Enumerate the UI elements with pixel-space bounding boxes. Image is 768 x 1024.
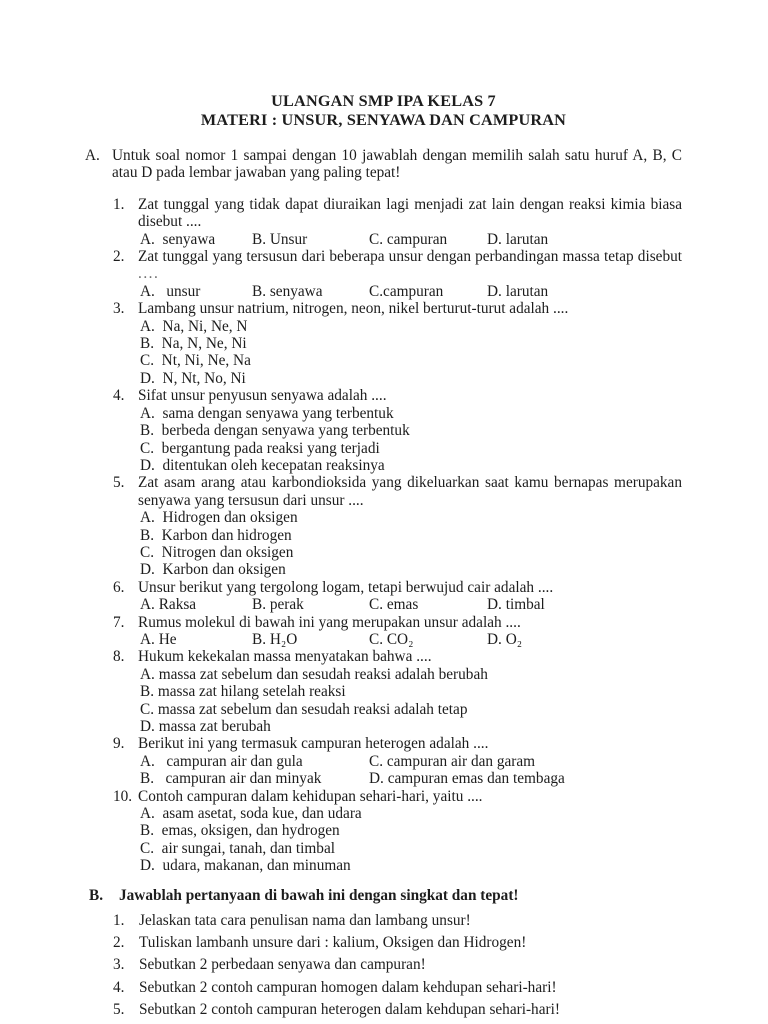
option: C.campuran [369, 282, 444, 300]
option: C. campuran air dan garam [369, 752, 536, 770]
question-item [85, 300, 682, 387]
option: B. senyawa [252, 282, 323, 300]
page-subtitle: MATERI : UNSUR, SENYAWA DAN CAMPURAN [200, 111, 567, 129]
option: A. sama dengan senyawa yang terbentuk [140, 404, 394, 422]
essay-number: 4. [113, 978, 125, 996]
question-body [138, 614, 682, 649]
question-item [85, 614, 682, 649]
option: B. Unsur [252, 230, 308, 248]
section-a-instruction-text: Untuk soal nomor 1 sampai dengan 10 jawablah dengan memilih salah satu huruf A, B, C atau D pada lembar jawaban yang paling tepat! [112, 147, 682, 182]
question-text: Sifat unsur penyusun senyawa adalah .... [138, 387, 387, 405]
question-item [85, 196, 682, 248]
question-number: 8. [113, 648, 125, 666]
question-number: 6. [113, 578, 125, 596]
question-number: 2. [113, 248, 125, 266]
option: B. H₂O [252, 630, 298, 648]
section-b-heading [89, 887, 682, 905]
option: A. unsur [140, 282, 201, 300]
option: D. timbal [487, 596, 545, 614]
question-text: Lambang unsur natrium, nitrogen, neon, nikel berturut-turut adalah .... [138, 300, 569, 318]
option: A. senyawa [140, 230, 216, 248]
option: A. Raksa [140, 596, 197, 614]
question-number: 1. [113, 195, 125, 213]
question-list [85, 196, 682, 875]
question-body [138, 248, 682, 300]
essay-text: Jelaskan tata cara penulisan nama dan lambang unsur! [139, 911, 471, 929]
option: B. Karbon dan hidrogen [140, 526, 292, 544]
essay-text: Sebutkan 2 perbedaan senyawa dan campuran! [139, 956, 426, 974]
option: A. campuran air dan gula [140, 752, 303, 770]
option: C. Nt, Ni, Ne, Na [140, 352, 251, 370]
essay-number: 2. [113, 933, 125, 951]
question-body [138, 788, 682, 875]
question-text: Rumus molekul di bawah ini yang merupakan unsur adalah .... [138, 613, 521, 631]
options-grid [138, 753, 682, 788]
option: C. bergantung pada reaksi yang terjadi [140, 439, 380, 457]
question-body [138, 735, 682, 787]
options-row [138, 231, 682, 248]
essay-number: 1. [113, 911, 125, 929]
essay-text: Sebutkan 2 contoh campuran homogen dalam kehdupan sehari-hari! [139, 978, 557, 996]
question-item [85, 248, 682, 300]
essay-item [85, 999, 682, 1021]
question-text: Berikut ini yang termasuk campuran heterogen adalah .... [138, 735, 489, 753]
option: A. Hidrogen dan oksigen [140, 509, 298, 527]
question-item [85, 788, 682, 875]
question-body [138, 648, 682, 735]
options-row [138, 631, 682, 648]
section-a-instruction [85, 147, 682, 182]
option: C. Nitrogen dan oksigen [140, 543, 294, 561]
option: B. Na, N, Ne, Ni [140, 335, 247, 353]
essay-item [85, 932, 682, 954]
question-text: Unsur berikut yang tergolong logam, tetapi berwujud cair adalah .... [138, 578, 554, 596]
essay-item [85, 954, 682, 976]
essay-text: Sebutkan 2 contoh campuran heterogen dalam kehdupan sehari-hari! [139, 1000, 560, 1018]
option: C. CO₂ [369, 630, 414, 648]
question-text: Hukum kekekalan massa menyatakan bahwa .... [138, 648, 432, 666]
option: B. perak [252, 596, 304, 614]
question-item [85, 474, 682, 578]
essay-number: 3. [113, 956, 125, 974]
option: D. ditentukan oleh kecepatan reaksinya [140, 456, 385, 474]
option: A. asam asetat, soda kue, dan udara [140, 805, 362, 823]
page-title: ULANGAN SMP IPA KELAS 7 [271, 92, 496, 110]
question-item [85, 387, 682, 474]
question-item [85, 735, 682, 787]
ellipsis-line: .... [138, 265, 160, 283]
option: D. massa zat berubah [140, 718, 271, 735]
question-text: Zat tunggal yang tersusun dari beberapa unsur dengan perbandingan massa tetap disebut [138, 248, 682, 266]
option: D. N, Nt, No, Ni [140, 369, 246, 387]
option: C. campuran [369, 230, 448, 248]
option: A. He [140, 630, 177, 648]
question-text: Zat tunggal yang tidak dapat diuraikan lagi menjadi zat lain dengan reaksi kimia biasa disebut .... [138, 195, 682, 231]
option: A. massa zat sebelum dan sesudah reaksi adalah berubah [140, 665, 488, 683]
option: B. emas, oksigen, dan hydrogen [140, 822, 340, 840]
question-text: Contoh campuran dalam kehidupan sehari-hari, yaitu .... [138, 787, 483, 805]
essay-list [85, 910, 682, 1021]
option: D. larutan [487, 282, 549, 300]
option: D. campuran emas dan tembaga [369, 770, 565, 788]
question-item [85, 579, 682, 614]
options-row [138, 283, 682, 300]
question-body [138, 300, 682, 387]
question-body [138, 579, 682, 614]
essay-number: 5. [113, 1000, 125, 1018]
essay-item [85, 910, 682, 932]
section-b-heading-text: Jawablah pertanyaan di bawah ini dengan singkat dan tepat! [119, 886, 519, 904]
question-number: 10. [113, 787, 133, 805]
option: C. emas [369, 596, 419, 614]
question-number: 5. [113, 474, 125, 492]
question-number: 4. [113, 387, 125, 405]
essay-text: Tuliskan lambanh unsure dari : kalium, Oksigen dan Hidrogen! [139, 933, 527, 951]
question-body [138, 196, 682, 248]
option: B. massa zat hilang setelah reaksi [140, 683, 346, 701]
option: D. larutan [487, 230, 549, 248]
section-b-label: B. [89, 886, 104, 904]
question-number: 3. [113, 300, 125, 318]
question-text: Zat asam arang atau karbondioksida yang dikeluarkan saat kamu bernapas merupakan senyawa yang tersusun dari unsur .... [138, 474, 682, 509]
option: C. air sungai, tanah, dan timbal [140, 839, 335, 857]
option: D. udara, makanan, dan minuman [140, 857, 351, 875]
option: C. massa zat sebelum dan sesudah reaksi adalah tetap [140, 700, 468, 718]
option: B. berbeda dengan senyawa yang terbentuk [140, 422, 410, 440]
option: B. campuran air dan minyak [140, 770, 322, 788]
option: D. O₂ [487, 630, 523, 648]
option: D. Karbon dan oksigen [140, 561, 286, 579]
question-body [138, 474, 682, 578]
question-number: 9. [113, 735, 125, 753]
essay-item [85, 977, 682, 999]
section-a-label: A. [85, 147, 100, 164]
question-item [85, 648, 682, 735]
options-row [138, 596, 682, 613]
question-number: 7. [113, 613, 125, 631]
question-body [138, 387, 682, 474]
option: A. Na, Ni, Ne, N [140, 317, 248, 335]
